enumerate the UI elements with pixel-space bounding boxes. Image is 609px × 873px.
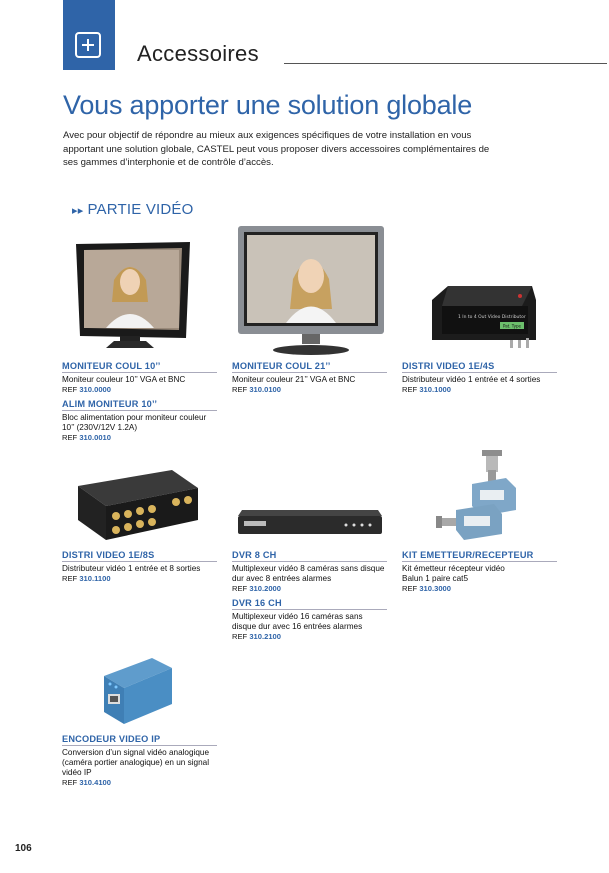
- product-description: Kit émetteur récepteur vidéo Balun 1 paire cat5: [402, 564, 505, 583]
- product-description: Distributeur vidéo 1 entrée et 8 sorties: [62, 564, 201, 573]
- product-name: DISTRI VIDEO 1E/4S: [402, 361, 557, 373]
- product-name: DVR 8 CH: [232, 550, 387, 562]
- dvr-image: [236, 506, 384, 542]
- product-alim-moniteur-10: [62, 399, 217, 443]
- title-divider: [284, 63, 607, 64]
- device-tag-text: Pat. Type: [503, 323, 521, 329]
- product-kit-balun: [402, 550, 557, 594]
- product-name: DISTRI VIDEO 1E/8S: [62, 550, 217, 562]
- product-dvr-8: [232, 550, 387, 642]
- product-encodeur-ip: [62, 734, 217, 788]
- arrow-icon: ▸▸: [72, 205, 84, 217]
- monitor-10-image: [62, 240, 194, 350]
- subheading-label: PARTIE VIDÉO: [87, 201, 194, 218]
- product-ref: REF 310.3000: [402, 584, 451, 593]
- product-name: ENCODEUR VIDEO IP: [62, 734, 217, 746]
- product-moniteur-21: [232, 361, 387, 395]
- section-tab: [63, 0, 115, 70]
- product-ref: REF 310.2000: [232, 584, 281, 593]
- monitor-21-image: [238, 224, 384, 356]
- product-description: Multiplexeur vidéo 16 caméras sans disque dur avec 16 entrées alarmes: [232, 612, 363, 631]
- product-description: Conversion d’un signal vidéo analogique (caméra portier analogique) en un signal vidéo IP: [62, 748, 210, 777]
- product-ref: REF 310.0010: [62, 433, 111, 442]
- product-description: Distributeur vidéo 1 entrée et 4 sorties: [402, 375, 541, 384]
- product-moniteur-10: [62, 361, 217, 443]
- product-name: MONITEUR COUL 10’’: [62, 361, 217, 373]
- product-name: DVR 16 CH: [232, 598, 387, 610]
- product-distri-8: [62, 550, 217, 584]
- product-ref: REF 310.0000: [62, 385, 111, 394]
- device-text: 1 In to 4 Out Video Distributor: [458, 315, 526, 320]
- page-headline: Vous apporter une solution globale: [63, 90, 473, 120]
- balun-kit-image: [436, 448, 522, 544]
- product-description: Bloc alimentation pour moniteur couleur 10’’ (230V/12V 1.2A): [62, 413, 207, 432]
- ip-encoder-image: [96, 654, 176, 726]
- plus-icon: [75, 32, 101, 58]
- product-name: KIT EMETTEUR/RECEPTEUR: [402, 550, 557, 562]
- intro-paragraph: Avec pour objectif de répondre au mieux aux exigences spécifiques de votre installation en vous apportant une solution globale, CASTEL peut vous proposer divers accessoires complémentaires de ses gammes d’interphonie et de contrôle d’accès.: [63, 130, 490, 168]
- product-ref: REF 310.2100: [232, 632, 281, 641]
- product-description: Moniteur couleur 21’’ VGA et BNC: [232, 375, 356, 384]
- product-name: ALIM MONITEUR 10’’: [62, 399, 217, 411]
- section-title: Accessoires: [137, 41, 259, 66]
- subheading-video: [72, 201, 194, 218]
- product-ref: REF 310.0100: [232, 385, 281, 394]
- distributor-4-image: [428, 280, 540, 352]
- product-ref: REF 310.1000: [402, 385, 451, 394]
- product-ref: REF 310.4100: [62, 778, 111, 787]
- page-number: 106: [15, 843, 32, 854]
- product-name: MONITEUR COUL 21’’: [232, 361, 387, 373]
- product-description: Moniteur couleur 10’’ VGA et BNC: [62, 375, 186, 384]
- product-dvr-16: [232, 598, 387, 642]
- product-description: Multiplexeur vidéo 8 caméras sans disque dur avec 8 entrées alarmes: [232, 564, 385, 583]
- distributor-8-image: [76, 466, 200, 544]
- product-distri-4: [402, 361, 557, 395]
- product-ref: REF 310.1100: [62, 574, 111, 583]
